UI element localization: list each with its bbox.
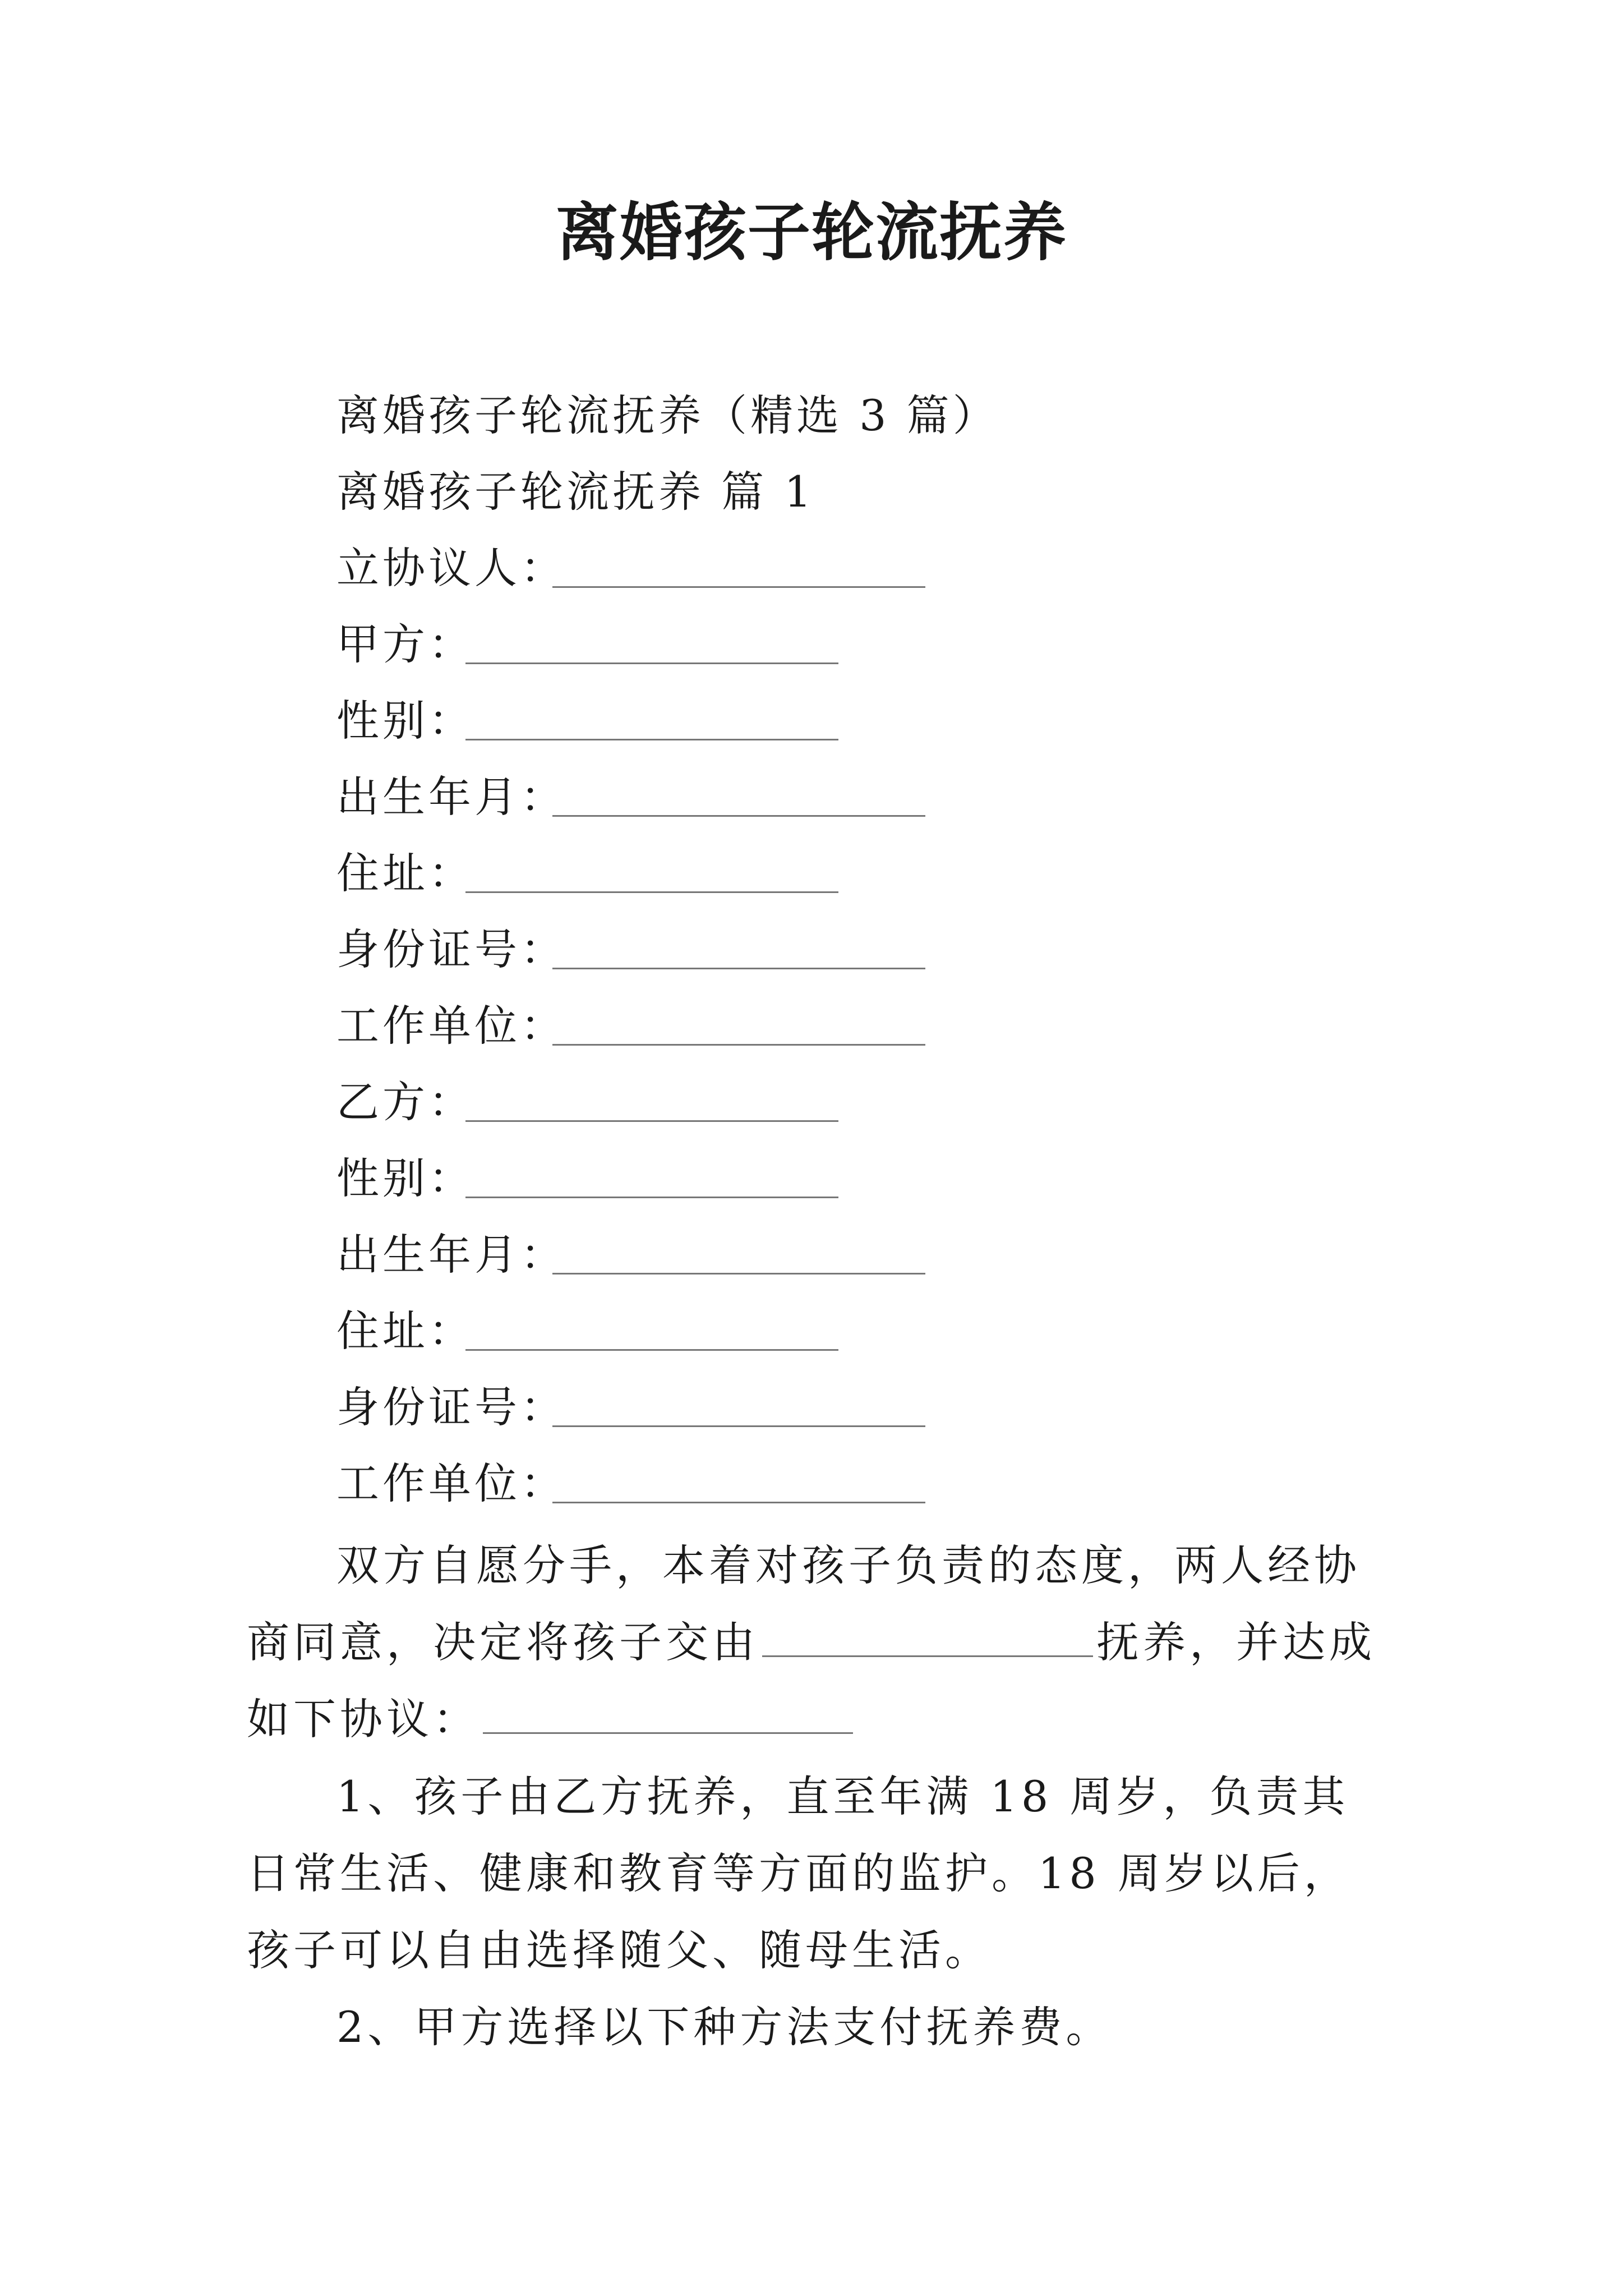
agreement-intro-text-part1: 双方自愿分手，本着对孩子负责的态度，两人经协商同意，决定将孩子交由	[247, 1540, 1361, 1667]
field-label-party-a-gender: 性别：	[336, 696, 474, 746]
agreement-intro-text-part2: 抚养，并达成如下协议：	[247, 1617, 1376, 1744]
custodian-blank[interactable]	[762, 1622, 1093, 1657]
field-blank-party-a-id[interactable]	[552, 968, 925, 969]
field-label-signatories: 立协议人：	[336, 543, 566, 593]
field-label-party-b-gender: 性别：	[336, 1153, 474, 1203]
field-blank-party-b-birth[interactable]	[552, 1273, 925, 1274]
field-label-party-b-employer: 工作单位：	[336, 1458, 566, 1508]
field-blank-party-a-birth[interactable]	[552, 815, 925, 817]
field-label-party-a-birth: 出生年月：	[336, 772, 566, 822]
field-label-party-b: 乙方：	[336, 1077, 474, 1127]
clause-2-text: 2、甲方选择以下种方法支付抚养费。	[336, 2002, 1113, 2052]
clause-1-text: 1、孩子由乙方抚养，直至年满 18 周岁，负责其日常生活、健康和教育等方面的监护。18 周岁以后，孩子可以自由选择随父、随母生活。	[247, 1772, 1350, 1975]
field-blank-party-a-gender[interactable]	[465, 739, 838, 740]
field-label-party-b-id: 身份证号：	[336, 1382, 566, 1432]
field-blank-party-a-employer[interactable]	[552, 1044, 925, 1046]
field-label-party-b-address: 住址：	[336, 1306, 474, 1356]
field-blank-signatories[interactable]	[552, 586, 925, 588]
field-label-party-a-employer: 工作单位：	[336, 1001, 566, 1051]
field-blank-party-b-id[interactable]	[552, 1425, 925, 1427]
page-title: 离婚孩子轮流抚养	[556, 196, 1067, 269]
field-label-party-a: 甲方：	[336, 619, 474, 669]
agreement-blank[interactable]	[483, 1699, 853, 1734]
field-blank-party-b[interactable]	[465, 1120, 838, 1122]
field-blank-party-b-gender[interactable]	[465, 1197, 838, 1198]
field-blank-party-a[interactable]	[465, 662, 838, 664]
field-label-party-a-address: 住址：	[336, 848, 474, 898]
field-blank-party-b-employer[interactable]	[552, 1502, 925, 1503]
field-label-party-a-id: 身份证号：	[336, 924, 566, 974]
section-heading: 离婚孩子轮流抚养 篇 1	[336, 467, 815, 517]
clause-2-paragraph	[247, 1989, 1391, 2065]
field-label-party-b-birth: 出生年月：	[336, 1230, 566, 1280]
field-blank-party-b-address[interactable]	[465, 1349, 838, 1351]
clause-1-paragraph	[247, 1758, 1391, 1989]
field-blank-party-a-address[interactable]	[465, 891, 838, 893]
agreement-intro-paragraph	[247, 1527, 1391, 1757]
document-subtitle: 离婚孩子轮流抚养（精选 3 篇）	[336, 390, 999, 440]
